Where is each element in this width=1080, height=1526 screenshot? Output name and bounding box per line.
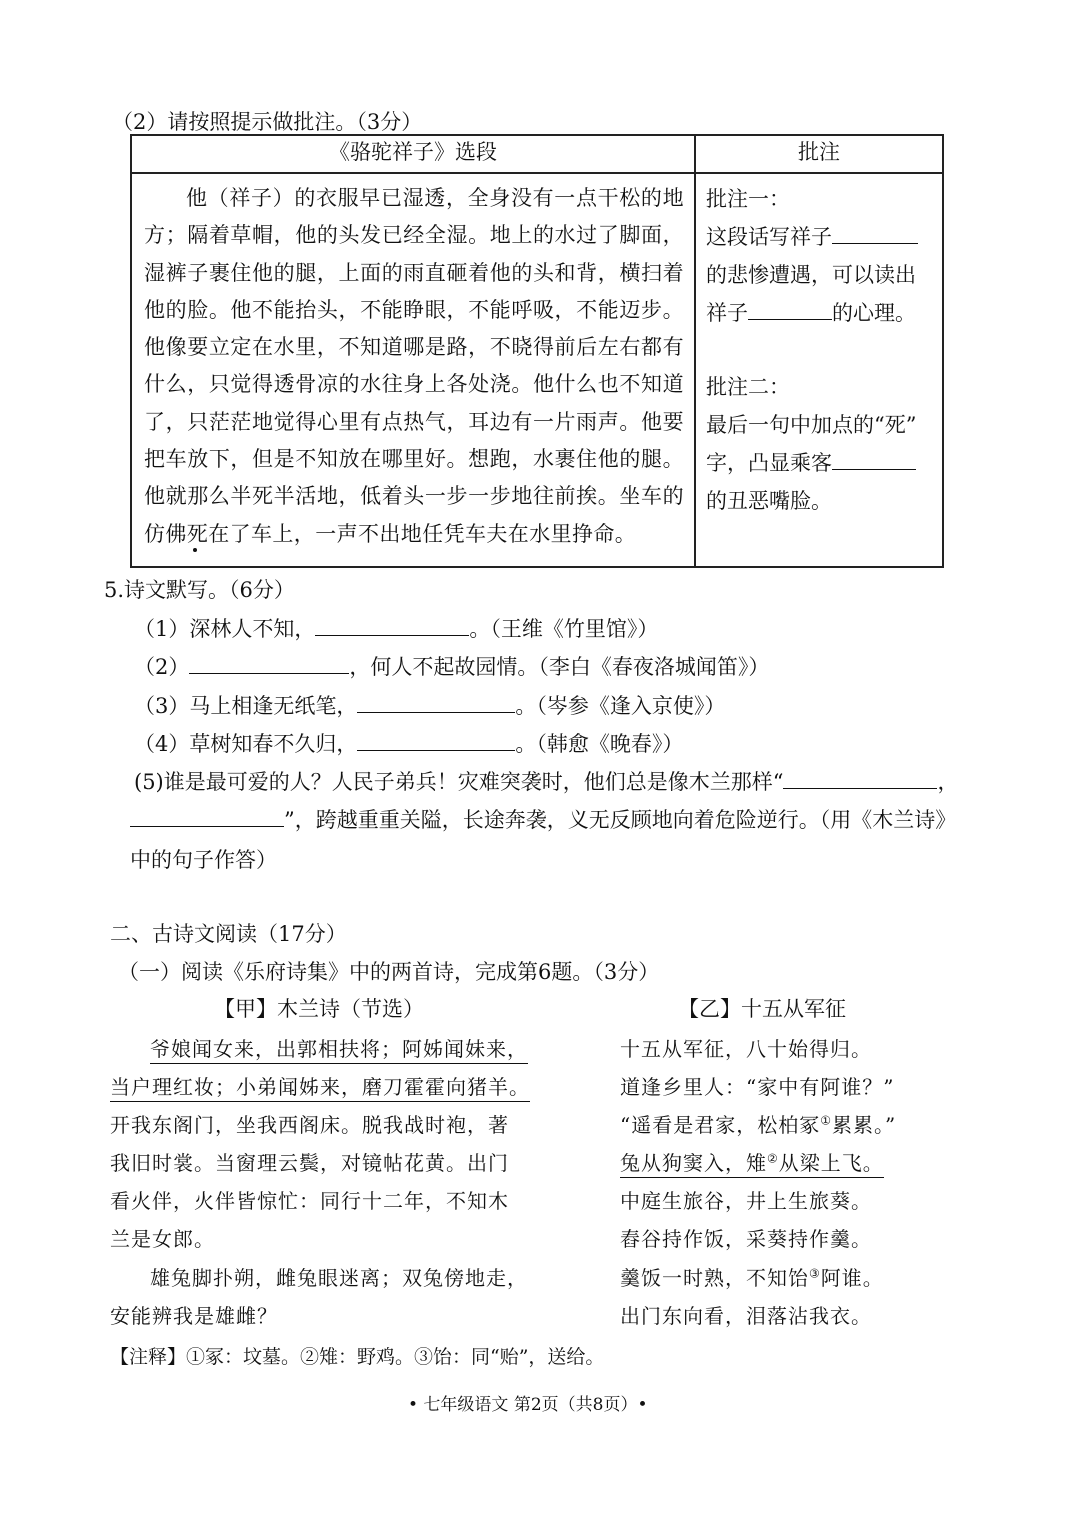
poem-b-line-7a: 羹饭一时熟，不知饴 [620, 1266, 809, 1290]
poem-b-line-5: 中庭生旅谷，井上生旅葵。 [620, 1189, 872, 1213]
annotation-2-line3: 的丑恶嘴脸。 [706, 489, 832, 513]
q5-item-4 [134, 728, 683, 758]
q5-item-2 [134, 651, 769, 681]
q5-item-5-comma: ， [937, 770, 959, 794]
q5-item-5-line3: 中的句子作答） [130, 848, 277, 872]
poem-b-line-3b: 累累。” [832, 1113, 897, 1137]
poem-a-line-3: 开我东阁门，坐我西阁床。脱我战时袍，著 [110, 1113, 509, 1137]
poem-a-line-7: 雄兔脚扑朔，雌兔眼迷离；双兔傍地走， [150, 1266, 528, 1290]
annotation-1-line1: 这段话写祥子 [706, 225, 832, 249]
q5-item-3-source: 。（岑参《逢入京使》） [515, 694, 726, 718]
footnote-ref-2: ② [767, 1151, 779, 1166]
annotation-2-title: 批注二： [706, 375, 790, 399]
q5-item-5-line1 [134, 766, 958, 796]
poem-b-line-2: 道逢乡里人：“家中有阿谁？” [620, 1075, 895, 1099]
q5-item-5-text-a: (5)谁是最可爱的人？人民子弟兵！灾难突袭时，他们总是像木兰那样“ [134, 770, 784, 794]
q5-item-5-line2 [130, 804, 956, 834]
poem-a-title: 【甲】木兰诗（节选） [214, 997, 424, 1021]
q5-item-1-blank[interactable] [315, 634, 469, 636]
question-5-title: 5.诗文默写。（6分） [104, 578, 295, 602]
q5-item-2-text: ，何人不起故园情。（李白《春夜洛城闻笛》） [349, 655, 770, 679]
poem-b-title: 【乙】十五从军征 [678, 997, 846, 1021]
footnotes: 【注释】①冢：坟墓。②雉：野鸡。③饴：同“贻”，送给。 [110, 1346, 605, 1368]
table-header-passage: 《骆驼祥子》选段 [131, 135, 695, 173]
annotation-1-line2: 的悲惨遭遇，可以读出 [706, 263, 916, 287]
annotation-1-title: 批注一： [706, 187, 790, 211]
annotation-table [130, 134, 944, 568]
q5-item-4-blank[interactable] [357, 749, 515, 751]
passage-text: 他（祥子）的衣服早已湿透，全身没有一点干松的地方；隔着草帽，他的头发已经全湿。地上的水过了脚面，湿裤子裹住他的腿，上面的雨直砸着他的头和背，横扫着他的脸。他不能抬头，不能睁眼，不能呼吸，不能迈步。他像要立定在水里，不知道哪是路，不晓得前后左右都有什么，只觉得透骨凉的水往身上各处浇。他什么也不知道了，只茫茫地觉得心里有点热气，耳边有一片雨声。他要把车放下，但是不知放在哪里好。想跑，水裹住他的腿。他就那么半死半活地，低着头一步一步地往前挨。坐车的仿佛死在了车上，一声不出地任凭车夫在水里挣命。 [144, 186, 684, 546]
footnote-ref-3: ③ [809, 1266, 821, 1281]
annotation-2-blank[interactable] [832, 468, 916, 470]
annotation-cell [695, 173, 943, 567]
annotation-2-line1: 最后一句中加点的“死” [706, 413, 917, 437]
annotation-1-blank-a[interactable] [832, 242, 918, 244]
poem-a-line-8: 安能辨我是雄雌？ [110, 1304, 278, 1328]
q5-item-4-text: （4）草树知春不久归， [134, 732, 358, 756]
q5-item-2-blank[interactable] [189, 672, 349, 674]
poem-b-line-7 [620, 1262, 884, 1291]
q5-item-5-blank-a[interactable] [783, 787, 937, 789]
q5-item-3 [134, 690, 725, 720]
poem-b-line-4a: 兔从狗窦入，雉 [620, 1151, 767, 1175]
q5-item-3-blank[interactable] [357, 711, 515, 713]
q5-item-3-text: （3）马上相逢无纸笔， [134, 694, 358, 718]
poem-b-line-3 [620, 1109, 896, 1138]
passage-cell [131, 173, 695, 567]
poem-b-line-4b: 从梁上飞。 [778, 1151, 884, 1175]
annotation-1-line3a: 祥子 [706, 301, 748, 325]
poem-a-line-1 [150, 1033, 528, 1062]
poem-b-line-3a: “遥看是君家，松柏冢 [620, 1113, 821, 1137]
poem-b-line-8: 出门东向看，泪落沾我衣。 [620, 1304, 872, 1328]
q5-item-4-source: 。（韩愈《晚春》） [515, 732, 684, 756]
poem-b-line-6: 舂谷持作饭，采葵持作羹。 [620, 1227, 872, 1251]
q5-item-1 [134, 613, 658, 643]
section-2-title: 二、古诗文阅读（17分） [110, 922, 347, 946]
q5-item-1-text: （1）深林人不知， [134, 617, 316, 641]
page-footer: • 七年级语文 第2页（共8页）• [408, 1395, 648, 1415]
q5-item-5-blank-b[interactable] [130, 825, 284, 827]
poem-b-line-4 [620, 1147, 884, 1176]
poem-a-line-2 [110, 1071, 530, 1100]
poem-a-line-2-text: 当户理红妆；小弟闻姊来，磨刀霍霍向猪羊。 [110, 1075, 530, 1102]
poem-b-line-1: 十五从军征，八十始得归。 [620, 1037, 872, 1061]
poem-a-line-1-text: 爷娘闻女来，出郭相扶将；阿姊闻妹来， [150, 1037, 528, 1064]
q5-item-1-source: 。（王维《竹里馆》） [469, 617, 659, 641]
annotation-1-line3b: 的心理。 [832, 301, 916, 325]
q5-item-2-num: （2） [134, 655, 190, 679]
emphasis-dot [193, 548, 197, 552]
annotation-1-blank-b[interactable] [748, 318, 832, 320]
q5-item-5-text-c: ”，跨越重重关隘，长途奔袭，义无反顾地向着危险逆行。（用《木兰诗》 [284, 808, 957, 832]
table-header-annotation: 批注 [695, 135, 943, 173]
poem-a-line-4: 我旧时裳。当窗理云鬓，对镜帖花黄。出门 [110, 1151, 509, 1175]
question-2-label: （2）请按照提示做批注。（3分） [112, 110, 423, 134]
poem-a-line-5: 看火伴，火伴皆惊忙：同行十二年，不知木 [110, 1189, 509, 1213]
annotation-2-line2: 字，凸显乘客 [706, 451, 832, 475]
footnote-ref-1: ① [820, 1113, 832, 1128]
poem-b-line-7b: 阿谁。 [820, 1266, 884, 1290]
section-2-sub: （一）阅读《乐府诗集》中的两首诗，完成第6题。（3分） [118, 960, 660, 984]
poem-a-line-6: 兰是女郎。 [110, 1227, 215, 1251]
